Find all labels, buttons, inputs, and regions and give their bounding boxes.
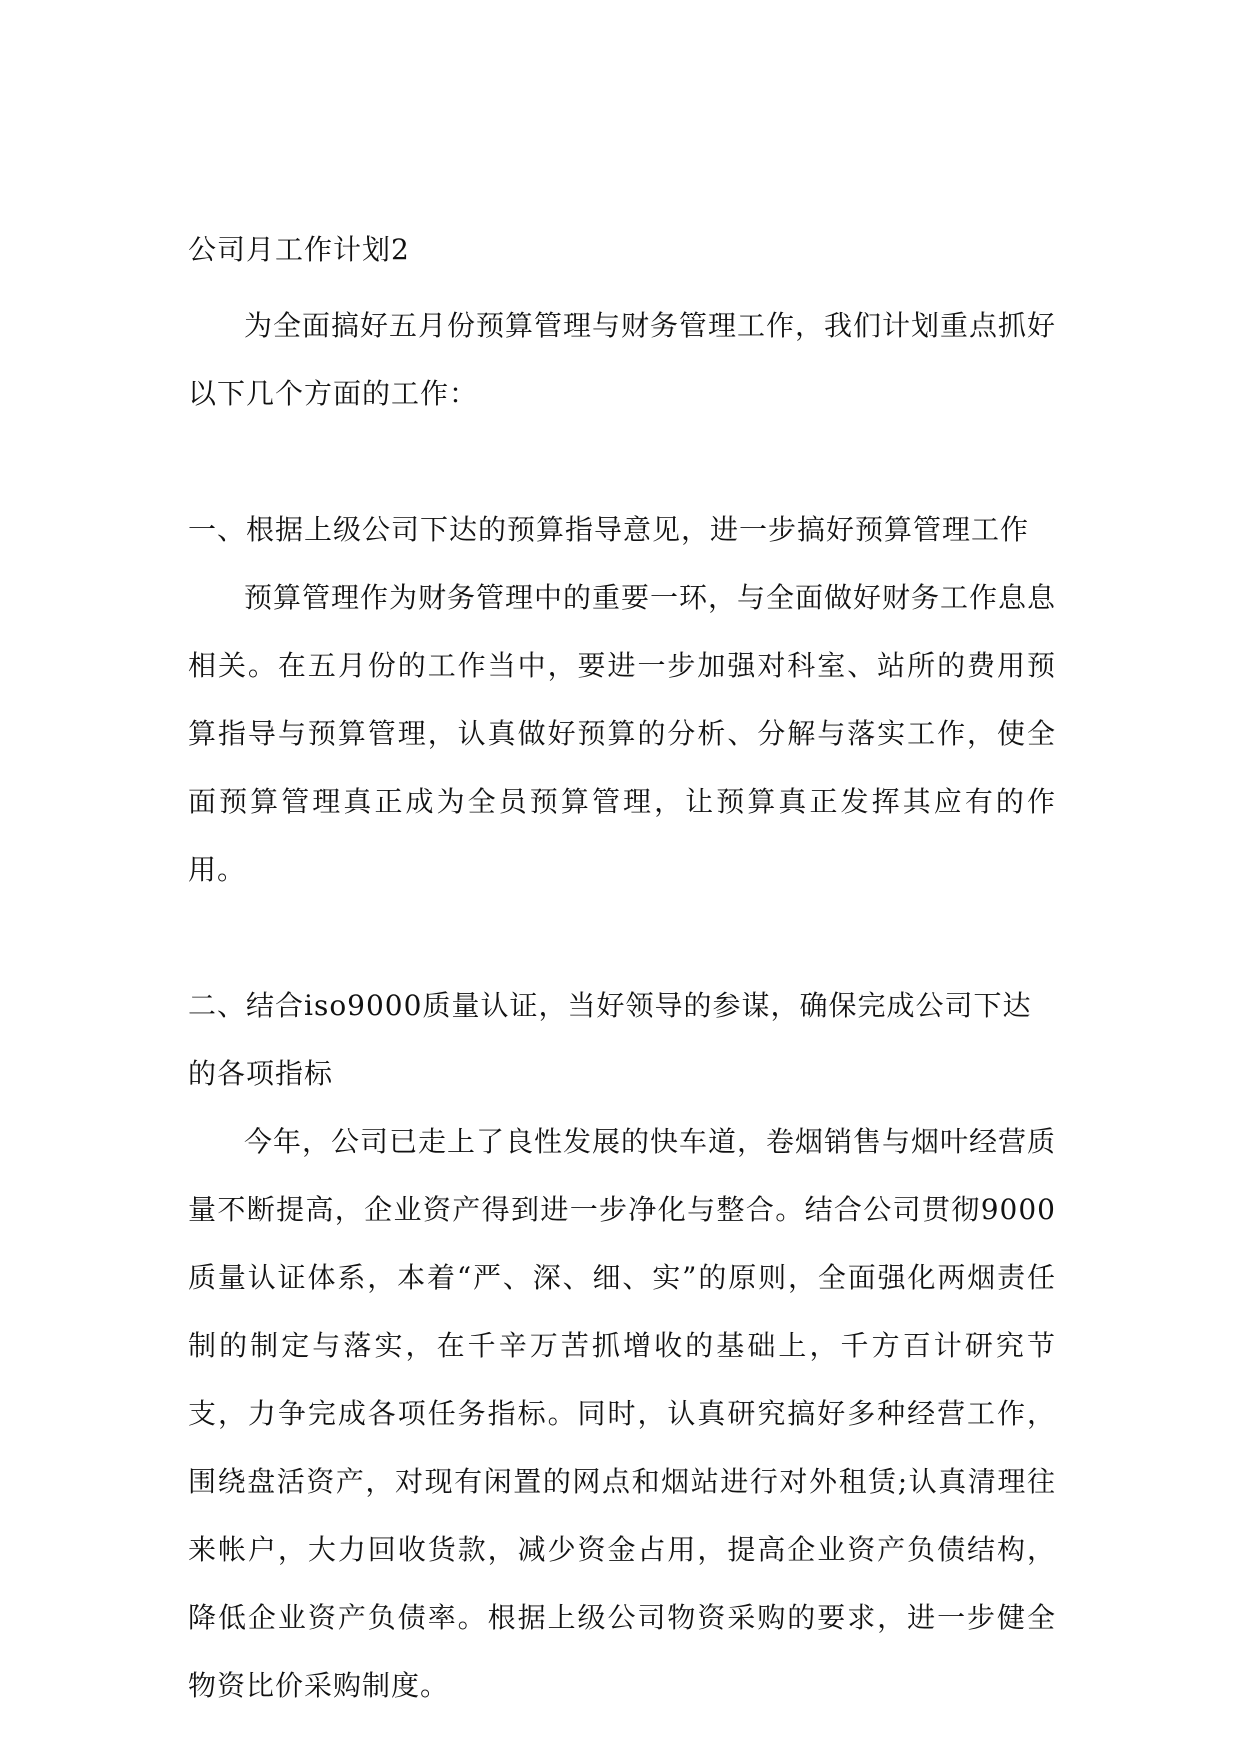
document-content <box>188 224 1056 1720</box>
document-title: 公司月工作计划2 <box>188 233 410 266</box>
section-1-body: 预算管理作为财务管理中的重要一环，与全面做好财务工作息息相关。在五月份的工作当中，要进一步加强对科室、站所的费用预算指导与预算管理，认真做好预算的分析、分解与落实工作，使全面预算管理真正成为全员预算管理，让预算真正发挥其应有的作用。 <box>188 581 1057 886</box>
section-1-heading: 一、根据上级公司下达的预算指导意见，进一步搞好预算管理工作 <box>188 513 1030 546</box>
intro-paragraph: 为全面搞好五月份预算管理与财务管理工作，我们计划重点抓好以下几个方面的工作： <box>188 309 1057 410</box>
section-2-body: 今年，公司已走上了良性发展的快车道，卷烟销售与烟叶经营质量不断提高，企业资产得到进一步净化与整合。结合公司贯彻9000质量认证体系，本着“严、深、细、实”的原则，全面强化两烟责任制的制定与落实，在千辛万苦抓增收的基础上，千方百计研究节支，力争完成各项任务指标。同时，认真研究搞好多种经营工作，围绕盘活资产，对现有闲置的网点和烟站进行对外租赁;认真清理往来帐户，大力回收货款，减少资金占用，提高企业资产负债结构，降低企业资产负债率。根据上级公司物资采购的要求，进一步健全物资比价采购制度。 <box>188 1125 1057 1702</box>
section-2-heading: 二、结合iso9000质量认证，当好领导的参谋，确保完成公司下达的各项指标 <box>188 989 1032 1090</box>
